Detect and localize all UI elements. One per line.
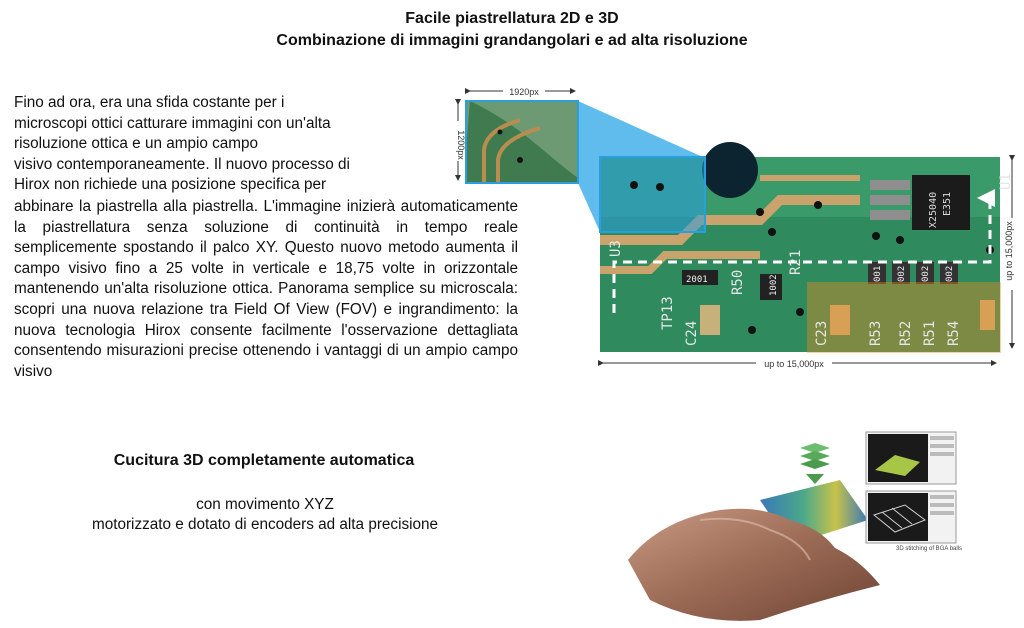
label-002: 002 bbox=[921, 265, 931, 282]
page-title: Facile piastrellatura 2D e 3D bbox=[405, 10, 619, 27]
panorama-width-label: up to 15,000px bbox=[764, 359, 824, 369]
label-u1: U1 bbox=[998, 173, 1014, 190]
label-x25040: X25040 bbox=[928, 191, 939, 228]
label-r53: R53 bbox=[868, 320, 884, 346]
body-paragraph: abbinare la piastrella alla piastrella. L'immagine inizierà automaticamente la piastrellatura senza soluzione di continuità in tempo reale semplicemente spostando il palco XY. Questo nuovo metodo aumenta il campo visivo fino a 25 volte in verticale e 18,75 volte in orizzontale mantenendo un'alta risoluzione ottica. Panorama semplice su microscala: scopri una nuova relazione tra Field Of View (FOV) e ingrandimento: la nuova tecnologia Hirox consente facilmente l'osservazione dettagliata consentendo misurazioni precise ottenendo i vantaggi di un ampio campo visivo bbox=[14, 198, 518, 380]
intro-line: Fino ad ora, era una sfida costante per i bbox=[14, 94, 285, 111]
label-r51: R51 bbox=[922, 320, 938, 346]
label-1002: 1002 bbox=[769, 274, 779, 296]
tile-height-label: 1200px bbox=[456, 130, 466, 160]
label-r50: R50 bbox=[730, 269, 746, 295]
label-u3: U3 bbox=[608, 240, 624, 257]
label-c23: C23 bbox=[814, 320, 830, 346]
pcb-tiling-figure bbox=[430, 80, 1024, 380]
layer-stack-icon bbox=[800, 443, 830, 484]
label-2001: 2001 bbox=[686, 275, 708, 285]
page-subtitle: Combinazione di immagini grandangolari e ad alta risoluzione bbox=[276, 32, 748, 49]
label-002: 002 bbox=[897, 265, 907, 282]
stitching-3d-figure bbox=[620, 425, 1024, 628]
stitching-caption: 3D stitching of BGA balls bbox=[896, 546, 963, 552]
software-screenshot bbox=[866, 432, 956, 484]
label-001: 001 bbox=[873, 265, 883, 282]
intro-paragraph bbox=[14, 93, 434, 196]
software-screenshot bbox=[866, 491, 956, 543]
label-e351: E351 bbox=[942, 191, 953, 216]
intro-line: microscopi ottici catturare immagini con un'alta bbox=[14, 114, 331, 132]
intro-line: visivo contemporaneamente. Il nuovo processo di bbox=[14, 155, 350, 173]
label-r54: R54 bbox=[946, 320, 962, 346]
pcb-panorama-image bbox=[600, 142, 1014, 352]
section-3d-line: motorizzato e dotato di encoders ad alta precisione bbox=[91, 516, 439, 533]
intro-line: risoluzione ottica e un ampio campo bbox=[14, 135, 259, 153]
label-r52: R52 bbox=[898, 320, 914, 346]
panorama-height-label: up to 15,000px bbox=[1004, 221, 1014, 281]
pcb-tile-image bbox=[466, 101, 578, 183]
tile-width-label: 1920px bbox=[509, 87, 539, 97]
section-3d-title: Cucitura 3D completamente automatica bbox=[113, 452, 415, 469]
label-tp13: TP13 bbox=[660, 296, 676, 330]
section-3d-line: con movimento XYZ bbox=[196, 496, 334, 513]
label-c24: C24 bbox=[684, 320, 700, 346]
label-002: 002 bbox=[945, 265, 955, 282]
label-r21: R21 bbox=[788, 249, 804, 275]
intro-line: Hirox non richiede una posizione specifica per bbox=[14, 176, 327, 194]
